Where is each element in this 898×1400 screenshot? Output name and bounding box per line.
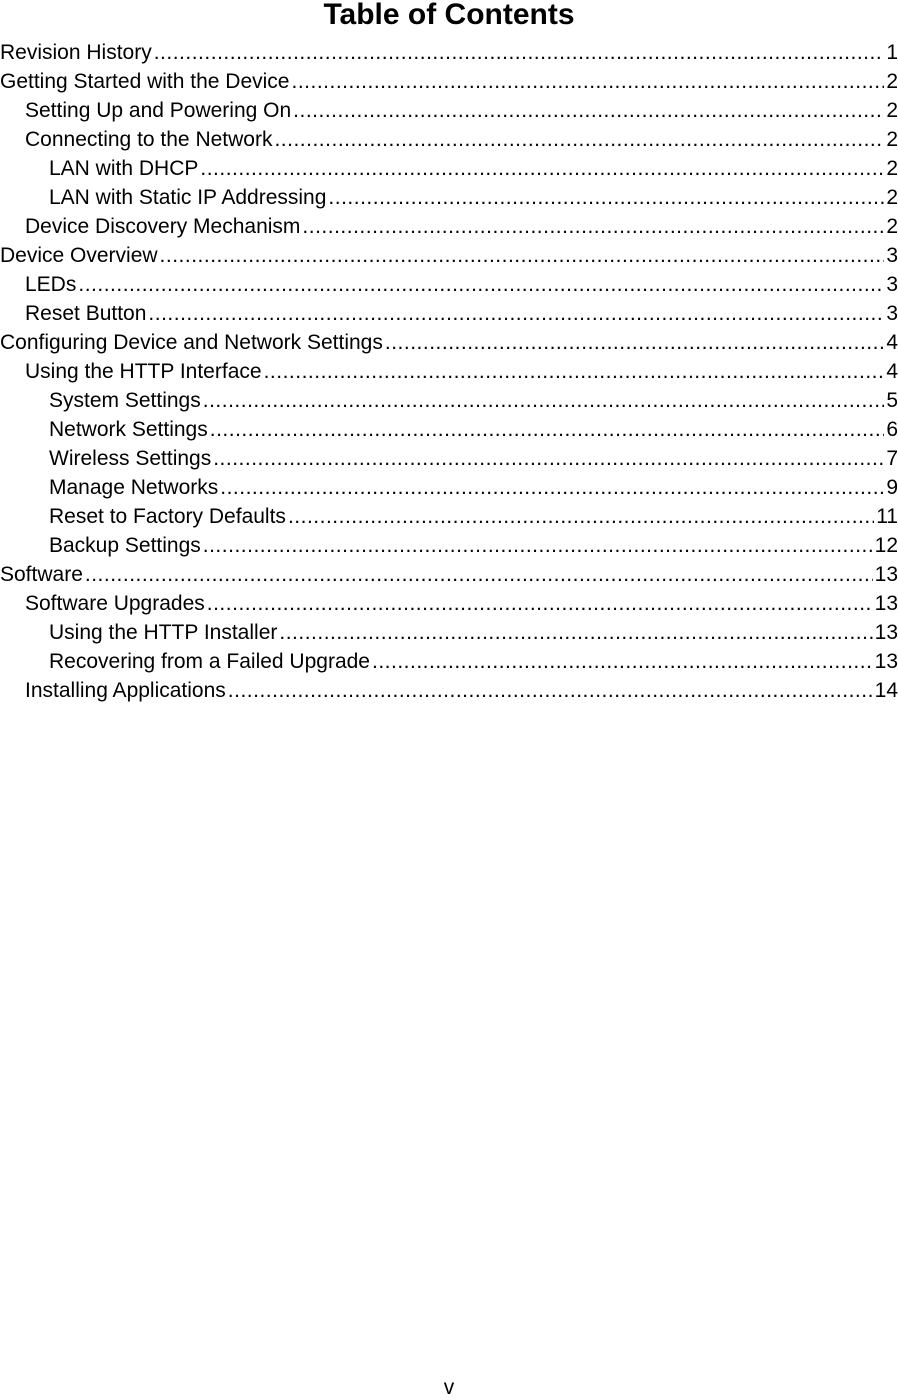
toc-entry-device-overview[interactable] <box>0 241 898 270</box>
toc-entry-label: Network Settings <box>49 418 208 441</box>
toc-entry-page: 13 <box>874 592 898 615</box>
toc-entry-page: 13 <box>874 621 898 644</box>
dot-leader <box>148 299 884 328</box>
toc-entry-label: Connecting to the Network <box>25 128 273 151</box>
toc-entry-reset-button[interactable] <box>0 299 898 328</box>
toc-entry-lan-dhcp[interactable] <box>0 154 898 183</box>
page-title: Table of Contents <box>323 0 575 31</box>
toc-entry-http-interface[interactable] <box>0 357 898 386</box>
toc-entry-page: 13 <box>874 650 898 673</box>
dot-leader <box>279 618 872 647</box>
toc-entry-label: System Settings <box>49 389 201 412</box>
toc-entry-label: Recovering from a Failed Upgrade <box>49 650 370 673</box>
dot-leader <box>203 386 885 415</box>
toc-entry-label: LEDs <box>25 273 77 296</box>
toc-entry-page: 11 <box>876 505 898 528</box>
dot-leader <box>78 270 884 299</box>
toc-entry-installing-applications[interactable] <box>0 676 898 705</box>
toc-entry-label: Configuring Device and Network Settings <box>0 331 383 354</box>
toc-entry-device-discovery[interactable] <box>0 212 898 241</box>
toc-entry-label: Getting Started with the Device <box>0 70 290 93</box>
dot-leader <box>328 183 884 212</box>
dot-leader <box>207 589 873 618</box>
toc-entry-system-settings[interactable] <box>0 386 898 415</box>
dot-leader <box>210 415 885 444</box>
toc-entry-label: Wireless Settings <box>49 447 212 470</box>
toc-entry-label: LAN with Static IP Addressing <box>49 186 327 209</box>
dot-leader <box>385 328 884 357</box>
toc-entry-page: 2 <box>886 128 898 151</box>
dot-leader <box>264 357 885 386</box>
dot-leader <box>228 676 873 705</box>
toc-entry-label: Software Upgrades <box>25 592 205 615</box>
toc-entry-page: 9 <box>886 476 898 499</box>
toc-entry-page: 3 <box>886 244 898 267</box>
dot-leader <box>203 531 873 560</box>
dot-leader <box>293 96 884 125</box>
toc-entry-label: Reset to Factory Defaults <box>49 505 286 528</box>
toc-entry-software-upgrades[interactable] <box>0 589 898 618</box>
toc-entry-setting-up[interactable] <box>0 96 898 125</box>
toc-entry-page: 4 <box>886 331 898 354</box>
toc-entry-label: Device Overview <box>0 244 158 267</box>
toc-entry-backup-settings[interactable] <box>0 531 898 560</box>
toc-entry-page: 13 <box>874 563 898 586</box>
toc-entry-page: 2 <box>886 99 898 122</box>
toc-entry-page: 12 <box>874 534 898 557</box>
dot-leader <box>274 125 884 154</box>
toc-entry-label: Backup Settings <box>49 534 201 557</box>
toc-entry-page: 3 <box>886 273 898 296</box>
toc-entry-getting-started[interactable] <box>0 67 898 96</box>
toc-entry-page: 2 <box>886 157 898 180</box>
dot-leader <box>213 444 884 473</box>
dot-leader <box>288 502 874 531</box>
toc-entry-network-settings[interactable] <box>0 415 898 444</box>
dot-leader <box>85 560 873 589</box>
toc-entry-connecting-network[interactable] <box>0 125 898 154</box>
toc-entry-manage-networks[interactable] <box>0 473 898 502</box>
dot-leader <box>372 647 873 676</box>
dot-leader <box>154 38 885 67</box>
dot-leader <box>160 241 885 270</box>
toc-entry-page: 3 <box>886 302 898 325</box>
toc-entry-label: Setting Up and Powering On <box>25 99 292 122</box>
toc-entry-page: 4 <box>886 360 898 383</box>
toc-entry-http-installer[interactable] <box>0 618 898 647</box>
toc-entry-label: Revision History <box>0 41 152 64</box>
toc-entry-page: 5 <box>886 389 898 412</box>
toc-entry-label: Reset Button <box>25 302 147 325</box>
toc-entry-lan-static-ip[interactable] <box>0 183 898 212</box>
toc-entry-configuring-settings[interactable] <box>0 328 898 357</box>
toc-list <box>0 38 898 705</box>
toc-entry-page: 2 <box>886 186 898 209</box>
toc-entry-label: Installing Applications <box>25 679 226 702</box>
toc-entry-software[interactable] <box>0 560 898 589</box>
toc-entry-label: Device Discovery Mechanism <box>25 215 301 238</box>
toc-entry-label: Using the HTTP Installer <box>49 621 278 644</box>
dot-leader <box>200 154 884 183</box>
toc-entry-page: 14 <box>874 679 898 702</box>
toc-entry-label: Software <box>0 563 83 586</box>
toc-entry-label: Manage Networks <box>49 476 219 499</box>
dot-leader <box>220 473 884 502</box>
toc-entry-recovering-upgrade[interactable] <box>0 647 898 676</box>
dot-leader <box>302 212 884 241</box>
toc-entry-reset-factory-defaults[interactable] <box>0 502 898 531</box>
toc-entry-wireless-settings[interactable] <box>0 444 898 473</box>
page-number: v <box>443 1376 455 1399</box>
toc-entry-page: 2 <box>886 215 898 238</box>
toc-entry-leds[interactable] <box>0 270 898 299</box>
dot-leader <box>291 67 884 96</box>
toc-entry-page: 6 <box>886 418 898 441</box>
toc-entry-page: 7 <box>886 447 898 470</box>
toc-entry-revision-history[interactable] <box>0 38 898 67</box>
toc-entry-label: Using the HTTP Interface <box>25 360 262 383</box>
toc-entry-label: LAN with DHCP <box>49 157 199 180</box>
toc-entry-page: 2 <box>886 70 898 93</box>
toc-entry-page: 1 <box>886 41 898 64</box>
